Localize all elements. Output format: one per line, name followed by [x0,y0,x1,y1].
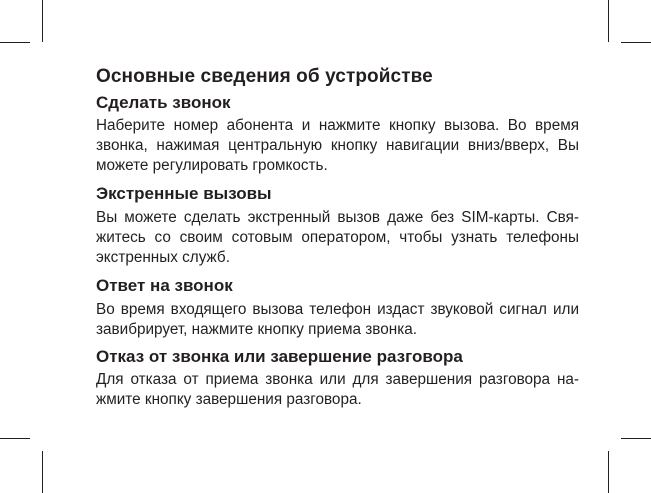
crop-mark-top-right-horizontal [621,42,651,43]
section-reject-or-end-call [96,347,579,410]
section-make-call [96,93,579,176]
section-body: Наберите номер абонента и нажмите кнопку вызова. Во время звонка, нажимая центральную кнопку навигации вниз/вверх, Вы можете регулировать громкость. [96,117,579,174]
crop-mark-bottom-right-vertical [608,451,609,493]
section-heading: Ответ на звонок [96,276,233,295]
crop-mark-bottom-left-horizontal [0,438,30,439]
section-body: Во время входящего вызова телефон издаст звуковой сигнал или завибрирует, нажмите кнопку приема звонка. [96,301,579,338]
section-body: Вы можете сделать экстренный вызов даже без SIM-карты. Свя-житесь со своим сотовым оператором, чтобы узнать телефоны экстренных служб. [96,209,579,266]
section-heading: Отказ от звонка или завершение разговора [96,347,463,366]
section-heading: Сделать звонок [96,93,231,112]
crop-mark-bottom-right-horizontal [621,438,651,439]
crop-mark-top-left-horizontal [0,42,30,43]
crop-mark-top-left-vertical [42,0,43,42]
crop-mark-top-right-vertical [608,0,609,42]
crop-mark-bottom-left-vertical [42,451,43,493]
section-heading: Экстренные вызовы [96,184,272,203]
section-emergency-calls [96,184,579,268]
manual-page [96,66,579,410]
page-title: Основные сведения об устройстве [96,66,433,87]
section-body: Для отказа от приема звонка или для завершения разговора на-жмите кнопку завершения разговора. [96,371,579,408]
section-answer-call [96,276,579,340]
